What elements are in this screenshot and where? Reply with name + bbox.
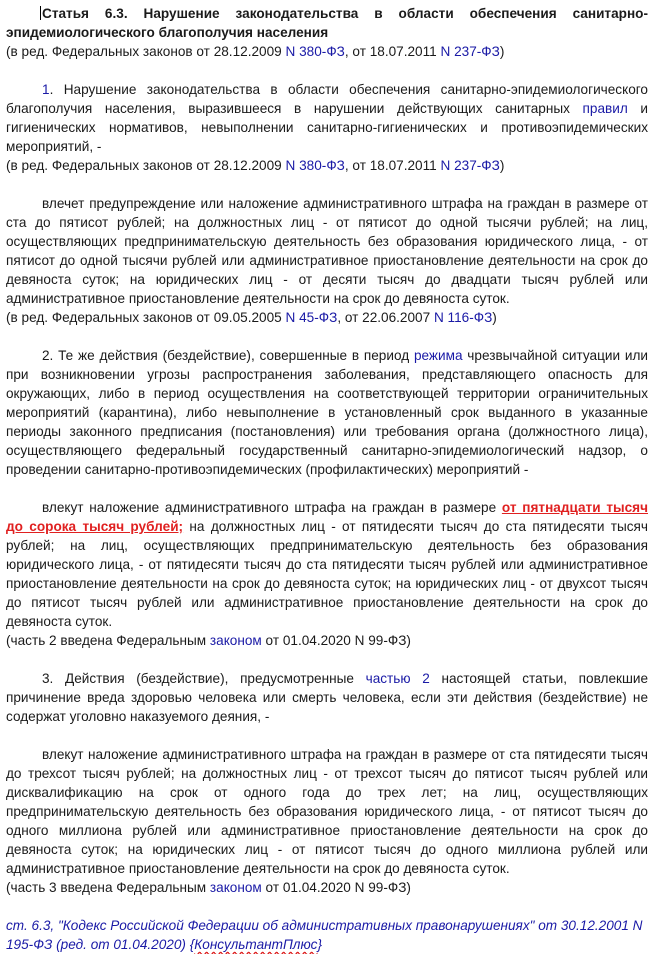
part3-penalty: влекут наложение административного штрафа на граждан в размере от ста пятидесяти тысяч до трехсот тысяч рублей; на должностных лиц - от трехсот тысяч до пятисот тысяч рублей или дисквалификацию на срок от одного года до трех лет; на лиц, осуществляющих предпринимательскую деятельность без образования юридического лица, - от пятисот тысяч до одного миллиона рублей или административное приостановление деятельности на срок до девяноста суток; на юридических лиц - от пятисот тысяч до одного миллиона рублей или административное приостановление деятельности на срок до девяноста суток. [6, 747, 648, 876]
regime-link[interactable]: режима [413, 348, 463, 363]
law-link-99[interactable]: законом [209, 633, 262, 648]
highlighted-fine: от пятнадцати тысяч до сорока тысяч рублей; [6, 500, 648, 534]
law-link-116[interactable]: N 116-ФЗ [433, 310, 493, 325]
part3-note: (часть 3 введена Федеральным законом от 01.04.2020 N 99-ФЗ) [6, 880, 411, 895]
law-link-237[interactable]: N 237-ФЗ [440, 158, 500, 173]
law-link-45[interactable]: N 45-ФЗ [285, 310, 338, 325]
article-title: Статья 6.3. Нарушение законодательства в области обеспечения санитарно-эпидемиологического благополучия населения [6, 6, 648, 40]
law-link-99[interactable]: законом [209, 880, 262, 895]
document-body [6, 4, 648, 954]
part1-paragraph: 1. Нарушение законодательства в области обеспечения санитарно-эпидемиологического благополучия населения, выразившееся в нарушении действующих санитарных правил и гигиенических нормативов, невыполнении санитарно-гигиенических и противоэпидемических мероприятий, - [6, 82, 648, 154]
law-link-380[interactable]: N 380-ФЗ [285, 44, 345, 59]
law-link-380[interactable]: N 380-ФЗ [285, 158, 345, 173]
part1-number-link[interactable]: 1 [42, 82, 50, 97]
part2-paragraph: 2. Те же действия (бездействие), совершенные в период режима чрезвычайной ситуации или при возникновении угрозы распространения заболевания, представляющего опасность для окружающих, либо в период осуществления на соответствующей территории ограничительных мероприятий (карантина), либо невыполнение в установленный срок выданного в указанные периоды законного предписания (постановления) или требования органа (должностного лица), осуществляющего федеральный государственный санитарно-эпидемиологический надзор, о проведении санитарно-противоэпидемических (профилактических) мероприятий - [6, 348, 648, 477]
title-revision-note: (в ред. Федеральных законов от 28.12.2009 N 380-ФЗ, от 18.07.2011 N 237-ФЗ) [6, 44, 505, 59]
source-citation: ст. 6.3, "Кодекс Российской Федерации об административных правонарушениях" от 30.12.2001 N 195-ФЗ (ред. от 01.04.2020) {КонсультантПлюс} [6, 918, 643, 952]
part2-link[interactable]: частью 2 [365, 671, 430, 686]
rules-link[interactable]: правил [582, 101, 628, 116]
text-cursor [40, 6, 41, 20]
part1-revision-note: (в ред. Федеральных законов от 28.12.2009 N 380-ФЗ, от 18.07.2011 N 237-ФЗ) [6, 158, 505, 173]
law-link-237[interactable]: N 237-ФЗ [440, 44, 500, 59]
part1-penalty: влечет предупреждение или наложение административного штрафа на граждан в размере от ста до пятисот рублей; на должностных лиц - от пятисот до одной тысячи рублей; на лиц, осуществляющих предпринимательскую деятельность без образования юридического лица, - от пятисот до одной тысячи рублей или административное приостановление деятельности на срок до девяноста суток; на юридических лиц - от десяти тысяч до двадцати тысяч рублей или административное приостановление деятельности на срок до девяноста суток. [6, 196, 648, 306]
part3-paragraph: 3. Действия (бездействие), предусмотренные частью 2 настоящей статьи, повлекшие причинение вреда здоровью человека или смерть человека, если эти действия (бездействие) не содержат уголовно наказуемого деяния, - [6, 671, 649, 724]
part1-penalty-note: (в ред. Федеральных законов от 09.05.2005 N 45-ФЗ, от 22.06.2007 N 116-ФЗ) [6, 310, 497, 325]
spellcheck-word: КонсультантПлюс [194, 937, 318, 952]
part2-note: (часть 2 введена Федеральным законом от 01.04.2020 N 99-ФЗ) [6, 633, 411, 648]
part2-penalty: влекут наложение административного штрафа на граждан в размере от пятнадцати тысяч до сорока тысяч рублей; на должностных лиц - от пятидесяти тысяч до ста пятидесяти тысяч рублей; на лиц, осуществляющих предпринимательскую деятельность без образования юридического лица, - от пятидесяти тысяч до ста пятидесяти тысяч рублей или административное приостановление деятельности на срок до девяноста суток; на юридических лиц - от двухсот тысяч до пятисот тысяч рублей или административное приостановление деятельности на срок до девяноста суток. [6, 500, 648, 629]
